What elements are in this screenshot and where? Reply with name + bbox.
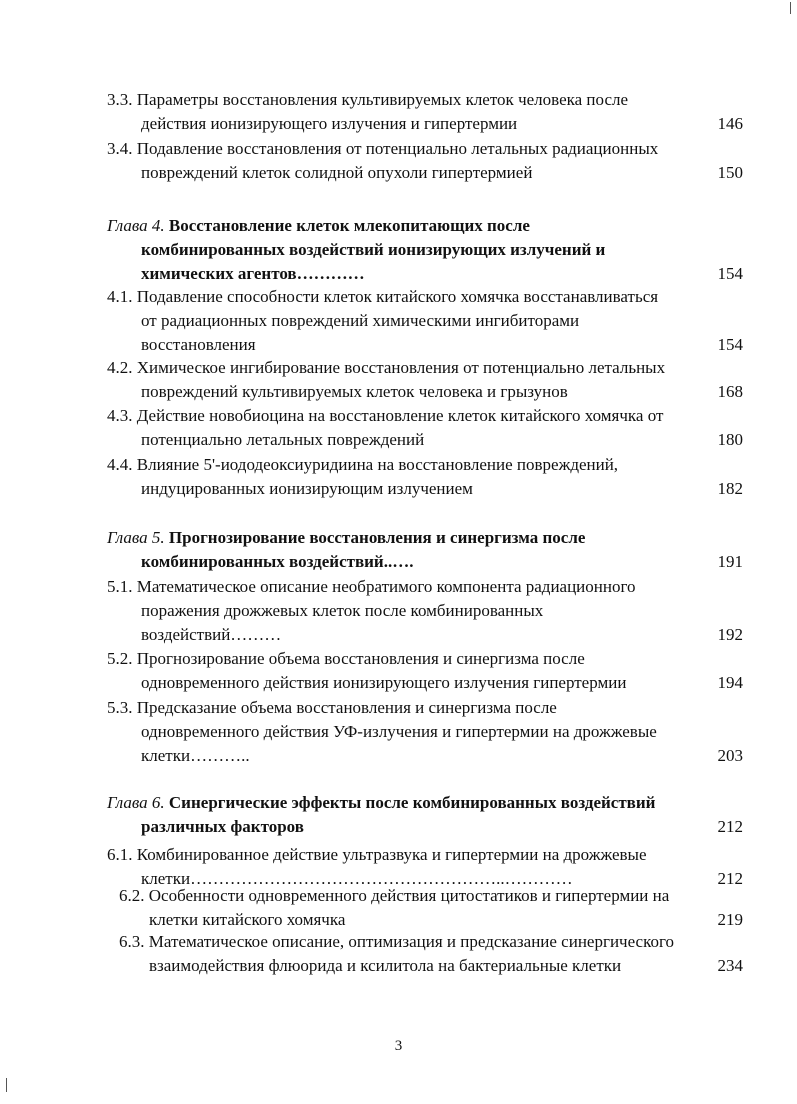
toc-entry-text: одновременного действия ионизирующего излучения гипертермии <box>141 673 627 692</box>
toc-entry-text: клетки………………………………………………..………… <box>141 869 573 888</box>
toc-entry-6-3[interactable] <box>119 930 743 978</box>
toc-entry-text: поражения дрожжевых клеток после комбинированных <box>141 601 544 620</box>
chapter-title: химических агентов………… <box>141 264 365 283</box>
toc-entry-text: 4.1. Подавление способности клеток китайского хомячка восстанавливаться <box>107 287 659 306</box>
scan-edge-mark-bottom <box>6 1078 7 1092</box>
toc-entry-text: 5.3. Предсказание объема восстановления и синергизма после <box>107 698 557 717</box>
toc-page-number: 212 <box>717 869 743 888</box>
toc-entry-text: 4.2. Химическое ингибирование восстановления от потенциально летальных <box>107 358 666 377</box>
toc-entry-text: индуцированных ионизирующим излучением <box>141 479 473 498</box>
toc-entry-text: одновременного действия УФ-излучения и гипертермии на дрожжевые <box>141 722 657 741</box>
toc-entry-text: 6.1. Комбинированное действие ультразвука и гипертермии на дрожжевые <box>107 845 647 864</box>
toc-entry-text: 5.2. Прогнозирование объема восстановления и синергизма после <box>107 649 585 668</box>
toc-entry-text: 3.4. Подавление восстановления от потенциально летальных радиационных <box>107 139 659 158</box>
toc-entry-3-4[interactable] <box>107 137 743 185</box>
toc-entry-6-2[interactable] <box>119 884 743 932</box>
toc-entry-text: повреждений клеток солидной опухоли гипертермией <box>141 163 533 182</box>
toc-entry-text: восстановления <box>141 335 256 354</box>
toc-chapter-4[interactable] <box>107 214 743 286</box>
chapter-title: Восстановление клеток млекопитающих после <box>168 216 530 235</box>
toc-page-number: 212 <box>717 817 743 836</box>
chapter-title: комбинированных воздействий..…. <box>141 552 414 571</box>
toc-entry-text: взаимодействия флюорида и ксилитола на бактериальные клетки <box>149 956 622 975</box>
toc-entry-text: 5.1. Математическое описание необратимого компонента радиационного <box>107 577 636 596</box>
toc-entry-text: потенциально летальных повреждений <box>141 430 425 449</box>
toc-entry-5-3[interactable] <box>107 696 743 768</box>
toc-page-number: 146 <box>717 114 743 133</box>
toc-entry-text: 6.2. Особенности одновременного действия цитостатиков и гипертермии на <box>119 886 670 905</box>
toc-entry-text: от радиационных повреждений химическими ингибиторами <box>141 311 580 330</box>
toc-entry-text: 4.4. Влияние 5'-иододеоксиуридиина на восстановление повреждений, <box>107 455 619 474</box>
toc-page-number: 203 <box>717 746 743 765</box>
toc-chapter-6[interactable] <box>107 791 743 839</box>
toc-entry-4-2[interactable] <box>107 356 743 404</box>
toc-page-number: 191 <box>717 552 743 571</box>
toc-page-number: 154 <box>717 264 743 283</box>
page-number: 3 <box>394 1038 403 1054</box>
toc-page-number: 182 <box>717 479 743 498</box>
toc-entry-text: клетки……….. <box>141 746 250 765</box>
toc-entry-4-1[interactable] <box>107 285 743 357</box>
toc-entry-3-3[interactable] <box>107 88 743 136</box>
toc-entry-text: воздействий……… <box>141 625 282 644</box>
toc-entry-text: повреждений культивируемых клеток человека и грызунов <box>141 382 568 401</box>
toc-entry-text: 6.3. Математическое описание, оптимизация и предсказание синергического <box>119 932 675 951</box>
chapter-title: Прогнозирование восстановления и синергизма после <box>168 528 586 547</box>
chapter-label: Глава 5. <box>107 528 165 547</box>
toc-entry-4-3[interactable] <box>107 404 743 452</box>
toc-entry-5-1[interactable] <box>107 575 743 647</box>
toc-page-number: 150 <box>717 163 743 182</box>
toc-page-number: 194 <box>717 673 743 692</box>
chapter-title: Синергические эффекты после комбинированных воздействий <box>168 793 656 812</box>
chapter-title: различных факторов <box>141 817 304 836</box>
toc-page-number: 234 <box>717 956 743 975</box>
toc-page-number: 219 <box>717 910 743 929</box>
chapter-label: Глава 6. <box>107 793 165 812</box>
chapter-title: комбинированных воздействий ионизирующих излучений и <box>141 240 606 259</box>
toc-page-number: 180 <box>717 430 743 449</box>
toc-entry-text: 4.3. Действие новобиоцина на восстановление клеток китайского хомячка от <box>107 406 664 425</box>
toc-page-number: 192 <box>717 625 743 644</box>
toc-chapter-5[interactable] <box>107 526 743 574</box>
toc-entry-text: действия ионизирующего излучения и гипертермии <box>141 114 518 133</box>
toc-entry-text: 3.3. Параметры восстановления культивируемых клеток человека после <box>107 90 629 109</box>
toc-entry-4-4[interactable] <box>107 453 743 501</box>
chapter-label: Глава 4. <box>107 216 165 235</box>
toc-entry-5-2[interactable] <box>107 647 743 695</box>
toc-page-number: 168 <box>717 382 743 401</box>
toc-page-number: 154 <box>717 335 743 354</box>
scan-edge-mark-top <box>790 2 791 14</box>
toc-entry-text: клетки китайского хомячка <box>149 910 346 929</box>
